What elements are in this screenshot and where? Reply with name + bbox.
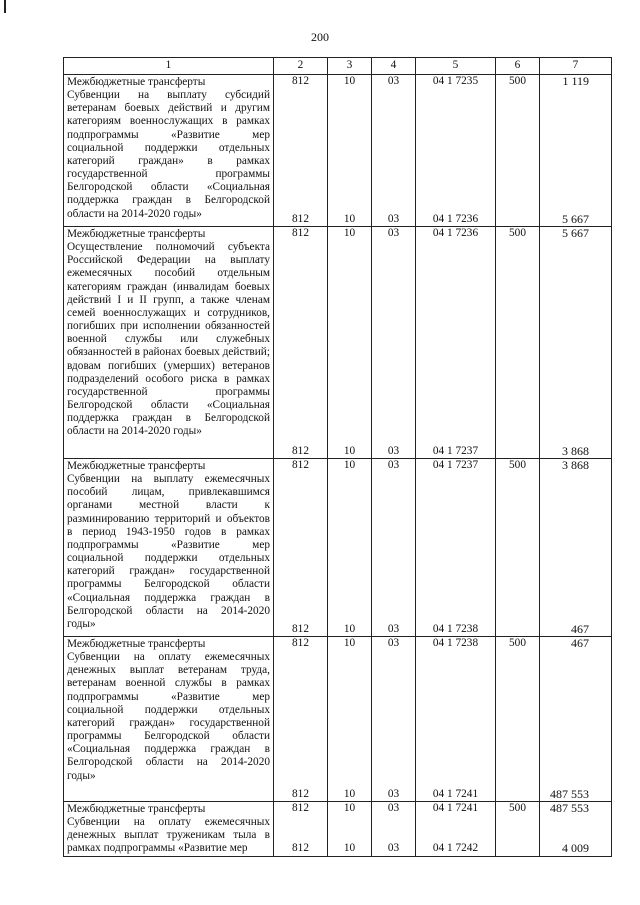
cell-bottom-value: 04 1 7242	[432, 842, 479, 855]
cell-top-value: 04 1 7235	[432, 75, 479, 87]
cell-bottom-value: 03	[387, 212, 400, 225]
cell-c4	[372, 227, 416, 459]
cell-c6	[496, 637, 540, 802]
cell-bottom-value: 03	[387, 622, 400, 635]
cell-top-value: 500	[509, 637, 526, 649]
cell-bottom-value: 04 1 7236	[432, 212, 479, 225]
cell-c3	[328, 459, 372, 637]
cell-bottom-value: 487 553	[550, 786, 589, 801]
cell-top-value: 10	[343, 227, 356, 239]
row-category: Межбюджетные трансферты	[67, 460, 206, 472]
cell-top-value: 500	[509, 75, 526, 87]
cell-bottom-value: 10	[343, 787, 356, 800]
cell-c3	[328, 802, 372, 857]
cell-c4	[372, 75, 416, 227]
cell-top-value: 487 553	[550, 801, 589, 815]
table-row	[64, 75, 612, 227]
cell-top-value: 04 1 7241	[432, 802, 479, 814]
row-description	[64, 637, 274, 802]
cell-c5	[416, 75, 496, 227]
cell-bottom-value: 812	[292, 622, 309, 635]
cell-c5	[416, 637, 496, 802]
row-description	[64, 802, 274, 857]
cell-c4	[372, 802, 416, 857]
cell-bottom-value: 5 667	[562, 211, 589, 226]
row-text: Субвенции на выплату субсидий ветеранам боевых действий и другим категориям военнослужащих в рамках подпрограммы «Развитие мер социальной поддержки отдельных категорий граждан» в рамках государственной программы Белгородской области «Социальная поддержка граждан в Белгородской области на 2014-2020 годы»	[67, 89, 270, 220]
budget-table	[63, 57, 612, 857]
page-number: 200	[311, 30, 329, 44]
cell-top-value: 812	[292, 802, 309, 814]
cell-c7	[540, 637, 612, 802]
cell-c6	[496, 227, 540, 459]
cell-c7	[540, 75, 612, 227]
cell-top-value: 10	[343, 637, 356, 649]
cell-top-value: 03	[387, 227, 400, 239]
cell-bottom-value: 4 009	[562, 841, 589, 856]
cell-top-value: 812	[292, 227, 309, 239]
cell-bottom-value: 812	[292, 787, 309, 800]
cell-c4	[372, 459, 416, 637]
cell-bottom-value: 3 868	[562, 443, 589, 458]
cell-c6	[496, 802, 540, 857]
table-row	[64, 637, 612, 802]
cell-bottom-value: 812	[292, 842, 309, 855]
cell-c5	[416, 227, 496, 459]
cell-top-value: 04 1 7238	[432, 637, 479, 649]
cell-c4	[372, 637, 416, 802]
cell-top-value: 10	[343, 802, 356, 814]
cell-top-value: 03	[387, 802, 400, 814]
scan-edge-mark	[4, 0, 6, 13]
row-text: Субвенции на оплату ежемесячных денежных выплат труженикам тыла в рамках подпрограммы «Развитие мер	[67, 816, 270, 855]
column-header: 4	[372, 58, 416, 75]
row-category: Межбюджетные трансферты	[67, 638, 206, 650]
cell-top-value: 500	[509, 459, 526, 471]
cell-top-value: 03	[387, 75, 400, 87]
cell-bottom-value: 04 1 7238	[432, 622, 479, 635]
cell-bottom-value: 04 1 7241	[432, 787, 479, 800]
cell-bottom-value: 10	[343, 842, 356, 855]
cell-bottom-value: 10	[343, 444, 356, 457]
column-header: 7	[540, 58, 612, 75]
cell-top-value: 03	[387, 637, 400, 649]
cell-c6	[496, 459, 540, 637]
cell-c6	[496, 75, 540, 227]
cell-c5	[416, 459, 496, 637]
table-row	[64, 227, 612, 459]
row-text: Субвенции на выплату ежемесячных пособий лицам, привлекавшимся органами местной власти к разминированию территорий и объектов в период 1943-1950 годов в рамках подпрограммы «Развитие мер социальной поддержки отдельных категорий граждан» государственной программы Белгородской области «Социальная поддержка граждан в Белгородской области на 2014-2020 годы»	[67, 473, 270, 630]
cell-bottom-value: 467	[571, 621, 589, 636]
cell-c3	[328, 637, 372, 802]
cell-c3	[328, 75, 372, 227]
cell-c7	[540, 802, 612, 857]
cell-c2	[274, 802, 328, 857]
cell-bottom-value: 10	[343, 212, 356, 225]
cell-top-value: 04 1 7236	[432, 227, 479, 239]
cell-c2	[274, 75, 328, 227]
cell-top-value: 500	[509, 227, 526, 239]
row-category: Межбюджетные трансферты	[67, 76, 206, 88]
table-header-row	[64, 58, 612, 75]
cell-top-value: 3 868	[562, 458, 589, 472]
row-description	[64, 227, 274, 459]
cell-c7	[540, 459, 612, 637]
cell-c2	[274, 227, 328, 459]
cell-c2	[274, 637, 328, 802]
cell-top-value: 812	[292, 459, 309, 471]
column-header: 1	[64, 58, 274, 75]
row-category: Межбюджетные трансферты	[67, 803, 206, 815]
cell-bottom-value: 10	[343, 622, 356, 635]
cell-top-value: 812	[292, 637, 309, 649]
cell-bottom-value: 03	[387, 444, 400, 457]
row-text: Осуществление полномочий субъекта Российской Федерации на выплату ежемесячных пособий отдельным категориям граждан (инвалидам боевых действий I и II групп, а также членам семей военнослужащих и сотрудников, погибших при исполнении обязанностей военной службы или служебных обязанностей в районах боевых действий; вдовам погибших (умерших) ветеранов подразделений особого риска в рамках государственной программы Белгородской области «Социальная поддержка граждан в Белгородской области на 2014-2020 годы»	[67, 241, 270, 438]
column-header: 6	[496, 58, 540, 75]
cell-top-value: 04 1 7237	[432, 459, 479, 471]
cell-bottom-value: 03	[387, 842, 400, 855]
cell-c2	[274, 459, 328, 637]
cell-top-value: 10	[343, 75, 356, 87]
cell-bottom-value: 812	[292, 212, 309, 225]
cell-c7	[540, 227, 612, 459]
column-header: 3	[328, 58, 372, 75]
row-category: Межбюджетные трансферты	[67, 228, 206, 240]
cell-top-value: 03	[387, 459, 400, 471]
row-description	[64, 459, 274, 637]
cell-top-value: 10	[343, 459, 356, 471]
column-header: 5	[416, 58, 496, 75]
cell-top-value: 500	[509, 802, 526, 814]
cell-bottom-value: 04 1 7237	[432, 444, 479, 457]
cell-bottom-value: 812	[292, 444, 309, 457]
cell-top-value: 467	[571, 636, 589, 650]
cell-top-value: 812	[292, 75, 309, 87]
cell-bottom-value: 03	[387, 787, 400, 800]
cell-top-value: 5 667	[562, 226, 589, 240]
cell-top-value: 1 119	[562, 74, 589, 88]
cell-c3	[328, 227, 372, 459]
column-header: 2	[274, 58, 328, 75]
row-description	[64, 75, 274, 227]
table-row	[64, 459, 612, 637]
row-text: Субвенции на оплату ежемесячных денежных выплат ветеранам труда, ветеранам военной службы в рамках подпрограммы «Развитие мер социальной поддержки отдельных категорий граждан» государственной программы Белгородской области «Социальная поддержка граждан в Белгородской области на 2014-2020 годы»	[67, 651, 270, 782]
cell-c5	[416, 802, 496, 857]
table-row	[64, 802, 612, 857]
